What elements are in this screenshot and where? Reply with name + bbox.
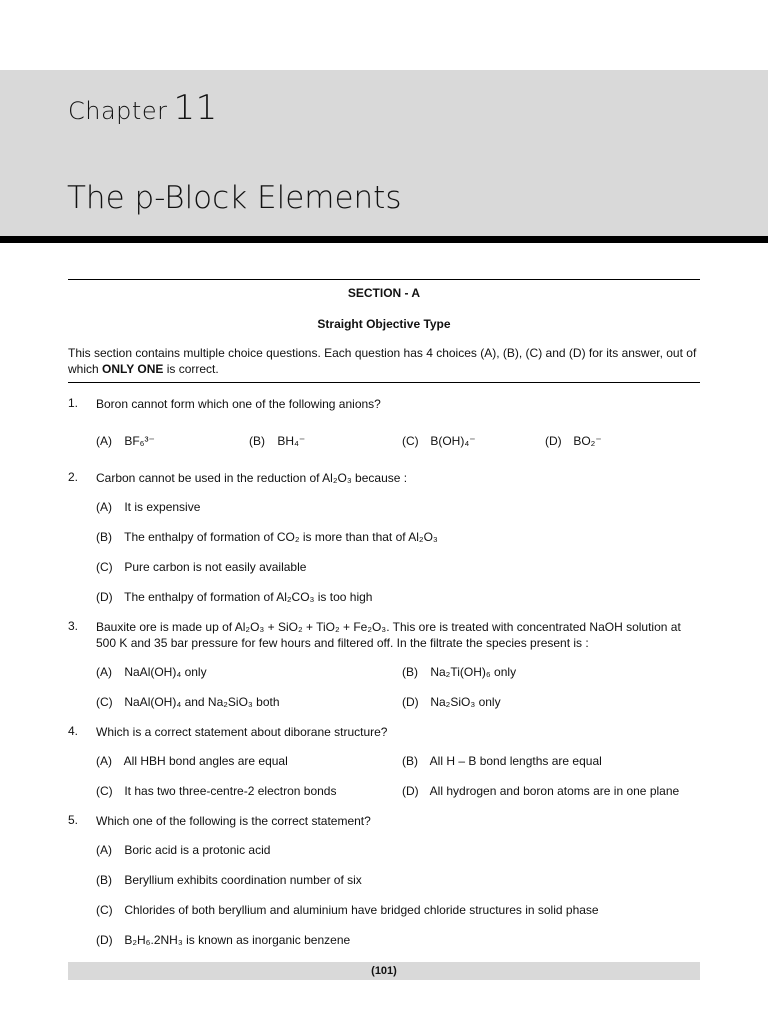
option [96, 695, 280, 709]
option-text: B(OH)₄⁻ [430, 434, 476, 448]
option [545, 434, 602, 448]
option [96, 434, 155, 448]
question-number: 2. [68, 470, 79, 484]
intro-text-2: is correct. [163, 362, 219, 376]
option-text: NaAl(OH)₄ and Na₂SiO₃ both [124, 695, 280, 709]
section-bottom-rule [68, 382, 700, 383]
option-text: BH₄⁻ [277, 434, 306, 448]
chapter-heading [68, 88, 218, 128]
option-label: (C) [96, 695, 113, 709]
option-text: Boric acid is a protonic acid [124, 843, 271, 857]
option-label: (B) [96, 873, 112, 887]
option-label: (A) [96, 843, 112, 857]
banner-rule [0, 236, 768, 243]
question-number: 3. [68, 619, 79, 633]
question-text: Which is a correct statement about diborane structure? [96, 725, 388, 739]
option-label: (B) [402, 754, 418, 768]
option-label: (A) [96, 665, 112, 679]
option [96, 665, 207, 679]
intro-text-1: This section contains multiple choice questions. Each question has 4 choices (A), (B), (C) and (D) for its answer, out of which [68, 346, 697, 376]
option-text: Na₂Ti(OH)₆ only [430, 665, 517, 679]
section-intro [68, 345, 700, 377]
option [96, 843, 270, 857]
option-text: All H – B bond lengths are equal [429, 754, 602, 768]
question-text: Bauxite ore is made up of Al₂O₃ + SiO₂ + TiO₂ + Fe₂O₃. This ore is treated with concentrated NaOH solution at 500 K and 35 bar pressure for few hours and filtered off. In the filtrate the species present is : [96, 620, 681, 650]
option-text: All hydrogen and boron atoms are in one plane [429, 784, 680, 798]
option-label: (B) [402, 665, 418, 679]
option-label: (D) [96, 590, 113, 604]
option-label: (D) [545, 434, 562, 448]
option-label: (A) [96, 434, 112, 448]
option-text: Na₂SiO₃ only [430, 695, 501, 709]
option-label: (D) [402, 784, 419, 798]
option-label: (C) [96, 560, 113, 574]
option-text: BO₂⁻ [573, 434, 602, 448]
question-text: Which one of the following is the correct statement? [96, 814, 371, 828]
option-label: (C) [96, 903, 113, 917]
option [96, 784, 336, 798]
option [249, 434, 305, 448]
option-text: The enthalpy of formation of CO₂ is more than that of Al₂O₃ [124, 530, 438, 544]
option-text: NaAl(OH)₄ only [124, 665, 207, 679]
option [402, 665, 516, 679]
option-label: (B) [249, 434, 265, 448]
option [402, 784, 679, 798]
option-label: (A) [96, 754, 112, 768]
option-label: (C) [402, 434, 419, 448]
option [96, 560, 306, 574]
option [402, 434, 476, 448]
section-type: Straight Objective Type [317, 317, 451, 331]
option-label: (B) [96, 530, 112, 544]
option-label: (D) [96, 933, 113, 947]
section-name: SECTION - A [347, 286, 421, 300]
option [402, 754, 602, 768]
chapter-number: 11 [173, 88, 218, 128]
chapter-label: Chapter [68, 97, 168, 125]
option-text: Pure carbon is not easily available [124, 560, 307, 574]
option-label: (D) [402, 695, 419, 709]
intro-bold: ONLY ONE [102, 362, 164, 376]
option [96, 754, 288, 768]
option-label: (C) [96, 784, 113, 798]
option-text: It is expensive [124, 500, 201, 514]
option [96, 933, 350, 947]
option [96, 500, 200, 514]
option-text: Chlorides of both beryllium and aluminium have bridged chloride structures in solid phase [124, 903, 599, 917]
chapter-title: The p-Block Elements [67, 180, 402, 216]
option-text: The enthalpy of formation of Al₂CO₃ is too high [124, 590, 373, 604]
option [96, 530, 438, 544]
option [96, 903, 599, 917]
question-text: Boron cannot form which one of the following anions? [96, 397, 381, 411]
option-text: B₂H₆.2NH₃ is known as inorganic benzene [124, 933, 351, 947]
section-top-rule [68, 279, 700, 280]
question-number: 5. [68, 813, 79, 827]
page-number: (101) [371, 965, 397, 977]
option-text: BF₆³⁻ [124, 434, 155, 448]
option-text: It has two three-centre-2 electron bonds [124, 784, 337, 798]
option-text: Beryllium exhibits coordination number of six [124, 873, 362, 887]
option [96, 873, 362, 887]
question-number: 1. [68, 396, 79, 410]
question-text: Carbon cannot be used in the reduction of Al₂O₃ because : [96, 471, 408, 485]
option [402, 695, 501, 709]
question-number: 4. [68, 724, 79, 738]
option [96, 590, 372, 604]
page-footer [68, 962, 700, 980]
option-text: All HBH bond angles are equal [123, 754, 288, 768]
option-label: (A) [96, 500, 112, 514]
